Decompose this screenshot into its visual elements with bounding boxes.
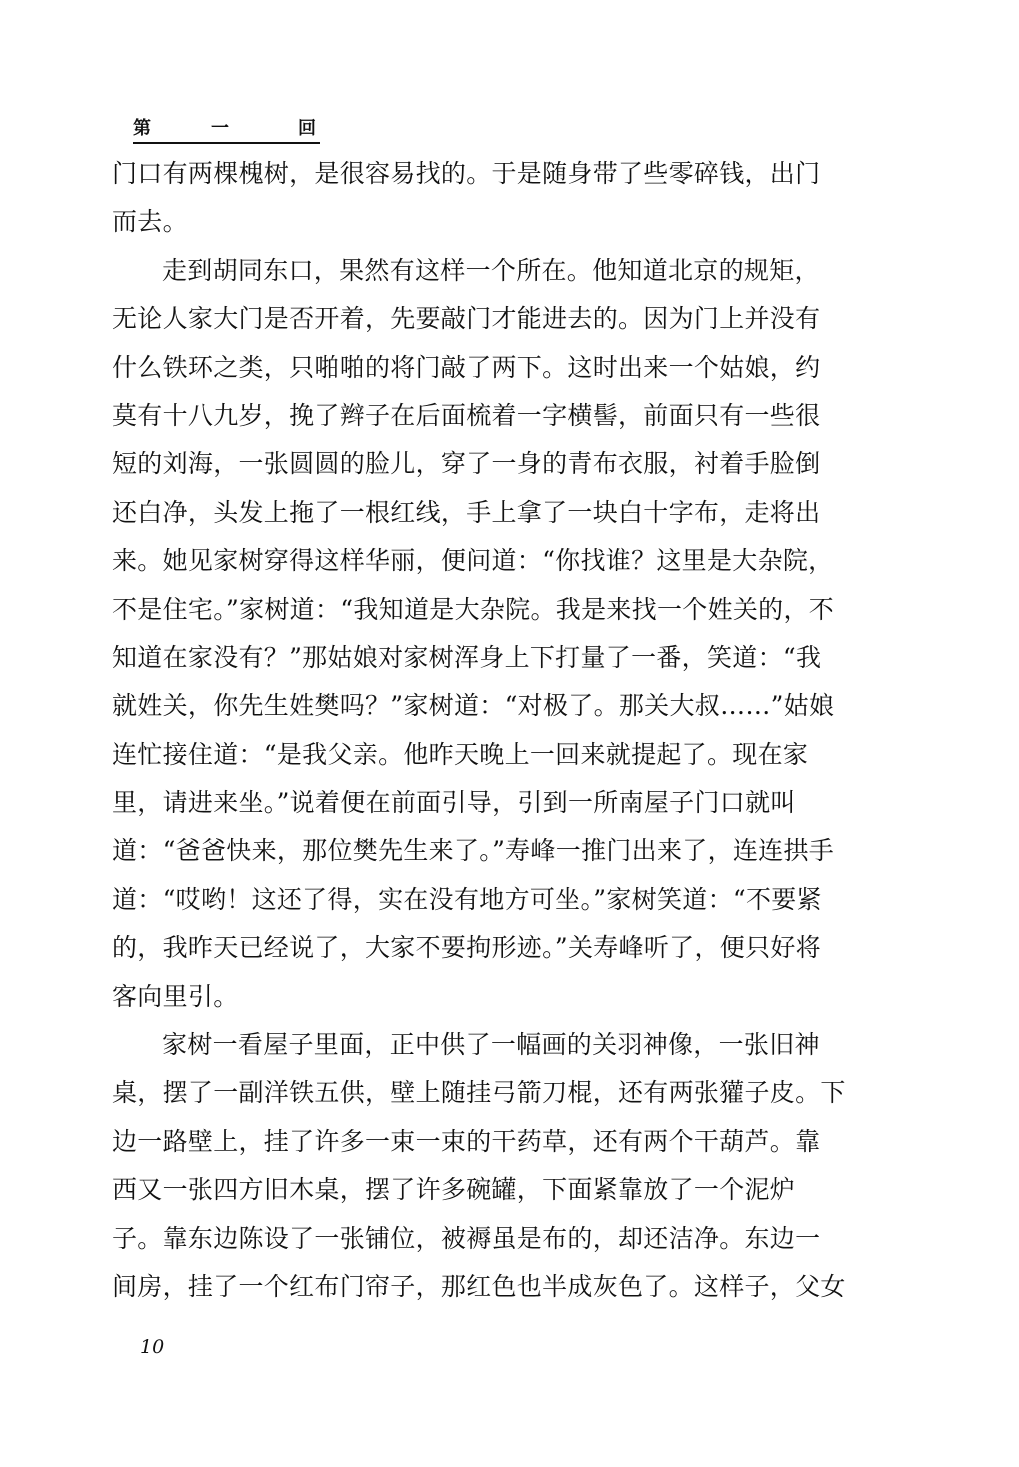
chapter-header-char: 回: [298, 118, 316, 139]
text-line: 里，请进来坐。”说着便在前面引导，引到一所南屋子门口就叫: [112, 788, 796, 818]
page-number: 10: [140, 1336, 165, 1358]
text-line: 走到胡同东口，果然有这样一个所在。他知道北京的规矩，: [162, 255, 820, 285]
text-line: 不是住宅。”家树道：“我知道是大杂院。我是来找一个姓关的，不: [112, 594, 835, 624]
text-line: 道：“爸爸快来，那位樊先生来了。”寿峰一推门出来了，连连拱手: [112, 836, 835, 866]
text-line: 就姓关，你先生姓樊吗？”家树道：“对极了。那关大叔……”姑娘: [112, 691, 835, 721]
text-line: 而去。: [112, 207, 188, 237]
text-line: 什么铁环之类，只啪啪的将门敲了两下。这时出来一个姑娘，约: [112, 352, 821, 382]
text-line: 客向里引。: [112, 981, 239, 1011]
text-line: 还白净，头发上拖了一根红线，手上拿了一块白十字布，走将出: [112, 497, 821, 527]
body-text: [112, 150, 846, 1311]
text-line: 无论人家大门是否开着，先要敲门才能进去的。因为门上并没有: [112, 304, 821, 334]
text-line: 莫有十八九岁，挽了辫子在后面梳着一字横髻，前面只有一些很: [112, 400, 821, 430]
text-line: 知道在家没有？”那姑娘对家树浑身上下打量了一番，笑道：“我: [112, 642, 822, 672]
text-line: 连忙接住道：“是我父亲。他昨天晚上一回来就提起了。现在家: [112, 739, 809, 769]
text-line: 子。靠东边陈设了一张铺位，被褥虽是布的，却还洁净。东边一: [112, 1223, 821, 1253]
text-line: 来。她见家树穿得这样华丽，便问道：“你找谁？这里是大杂院，: [112, 546, 834, 576]
text-line: 间房，挂了一个红布门帘子，那红色也半成灰色了。这样子，父女: [112, 1271, 846, 1301]
text-line: 桌，摆了一副洋铁五供，壁上随挂弓箭刀棍，还有两张獾子皮。下: [112, 1078, 846, 1108]
text-line: 边一路壁上，挂了许多一束一束的干药草，还有两个干葫芦。靠: [112, 1126, 821, 1156]
text-line: 家树一看屋子里面，正中供了一幅画的关羽神像，一张旧神: [162, 1030, 820, 1060]
text-line: 门口有两棵槐树，是很容易找的。于是随身带了些零碎钱，出门: [112, 159, 821, 188]
text-line: 西又一张四方旧木桌，摆了许多碗罐，下面紧靠放了一个泥炉: [112, 1175, 796, 1205]
chapter-header: [133, 116, 320, 144]
text-line: 的，我昨天已经说了，大家不要拘形迹。”关寿峰听了，便只好将: [112, 933, 821, 963]
chapter-header-char: 第: [133, 118, 151, 139]
text-line: 道：“哎哟！这还了得，实在没有地方可坐。”家树笑道：“不要紧: [112, 884, 822, 914]
text-line: 短的刘海，一张圆圆的脸儿，穿了一身的青布衣服，衬着手脸倒: [112, 449, 821, 479]
chapter-header-char: 一: [211, 118, 229, 139]
